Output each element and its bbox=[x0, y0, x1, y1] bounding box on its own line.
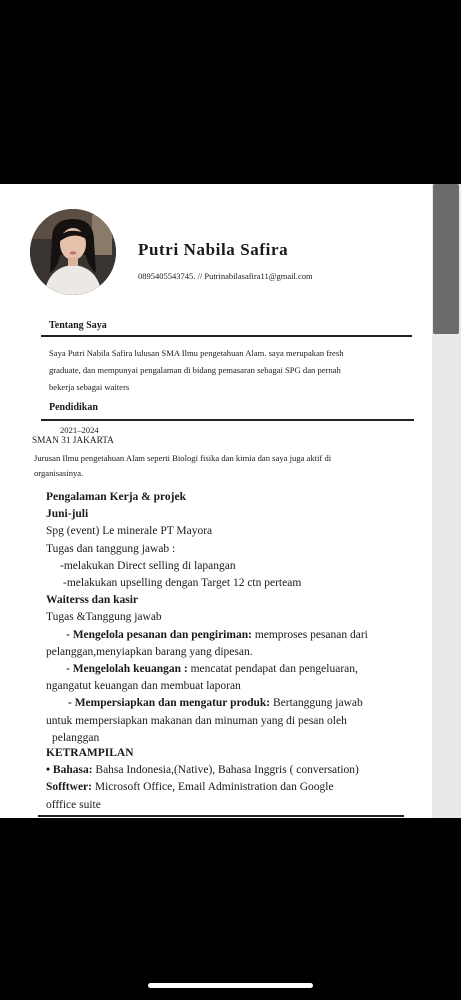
about-line: graduate, dan mempunyai pengalaman di bidang pemasaran sebagai SPG dan pernah bbox=[49, 365, 341, 375]
about-line: bekerja sebagai waiters bbox=[49, 382, 130, 392]
experience-section bbox=[46, 489, 428, 747]
education-school: SMAN 31 JAKARTA bbox=[32, 436, 114, 446]
education-title: Pendidikan bbox=[49, 402, 98, 413]
skills-section bbox=[46, 745, 428, 814]
job1-duty: -melakukan Direct selling di lapangan bbox=[60, 559, 236, 572]
duty-text: mencatat pendapat dan pengeluaran, bbox=[187, 663, 358, 676]
education-desc-line: Jurusan Ilmu pengetahuan Alam seperti Biologi fisika dan kimia dan saya juga aktif di bbox=[34, 453, 332, 463]
skill-value: Bahsa Indonesia,(Native), Bahasa Inggris ( conversation) bbox=[92, 764, 359, 777]
duty-text: Bertanggung jawab bbox=[270, 697, 363, 710]
job2-duties-label: Tugas &Tanggung jawab bbox=[46, 611, 162, 624]
skills-title: KETRAMPILAN bbox=[46, 747, 134, 759]
skill-software-cont: offfice suite bbox=[46, 798, 101, 811]
skill-value: Microsoft Office, Email Administration dan Google bbox=[91, 781, 334, 794]
job2-duty-3-cont: pelanggan bbox=[52, 731, 100, 744]
home-indicator[interactable] bbox=[148, 983, 313, 988]
job2-duty-3-cont: untuk mempersiapkan makanan dan minuman yang di pesan oleh bbox=[46, 714, 347, 727]
skill-label: Sofftwer: bbox=[46, 781, 92, 794]
job2-duty-2-cont: ngangatut keuangan dan membuat laporan bbox=[46, 680, 241, 693]
about-title: Tentang Saya bbox=[49, 320, 107, 331]
job2-duty-1-cont: pelanggan,menyiapkan barang yang dipesan. bbox=[46, 645, 253, 658]
education-divider bbox=[41, 419, 414, 421]
duty-heading: - Mengelolah keuangan : bbox=[66, 663, 188, 676]
about-divider bbox=[41, 335, 412, 337]
bottom-divider bbox=[38, 815, 404, 817]
job2-duty-2 bbox=[46, 661, 428, 678]
job1-period: Juni-juli bbox=[46, 508, 89, 521]
contact-info: 0895405543745. // Putrinabilasafira11@gmail.com bbox=[138, 271, 313, 281]
duty-text: memproses pesanan dari bbox=[251, 628, 368, 641]
skill-language bbox=[46, 762, 428, 779]
job1-role: Spg (event) Le minerale PT Mayora bbox=[46, 525, 213, 538]
job1-duty: -melakukan upselling dengan Target 12 ctn perteam bbox=[63, 577, 302, 590]
education-desc bbox=[34, 451, 331, 481]
education-desc-line: organisasinya. bbox=[34, 468, 84, 478]
skill-software bbox=[46, 779, 428, 796]
education-period: 2021–2024 bbox=[60, 425, 99, 435]
about-text bbox=[49, 345, 424, 396]
scrollbar-thumb[interactable] bbox=[433, 184, 459, 334]
job2-duty-3 bbox=[46, 695, 428, 712]
profile-photo bbox=[30, 209, 116, 295]
duty-heading: - Mempersiapkan dan mengatur produk: bbox=[68, 697, 271, 710]
job1-duties-label: Tugas dan tanggung jawab : bbox=[46, 542, 176, 555]
about-line: Saya Putri Nabila Safira lulusan SMA Ilmu pengetahuan Alam. saya merupakan fresh bbox=[49, 348, 344, 358]
candidate-name: Putri Nabila Safira bbox=[138, 240, 289, 259]
resume-page bbox=[0, 184, 432, 818]
job2-duty-1 bbox=[46, 627, 428, 644]
profile-photo-image bbox=[30, 209, 116, 295]
duty-heading: - Mengelola pesanan dan pengiriman: bbox=[66, 628, 252, 641]
experience-title: Pengalaman Kerja & projek bbox=[46, 491, 187, 503]
skill-label: • Bahasa: bbox=[46, 764, 93, 777]
job2-role: Waiterss dan kasir bbox=[46, 594, 139, 607]
